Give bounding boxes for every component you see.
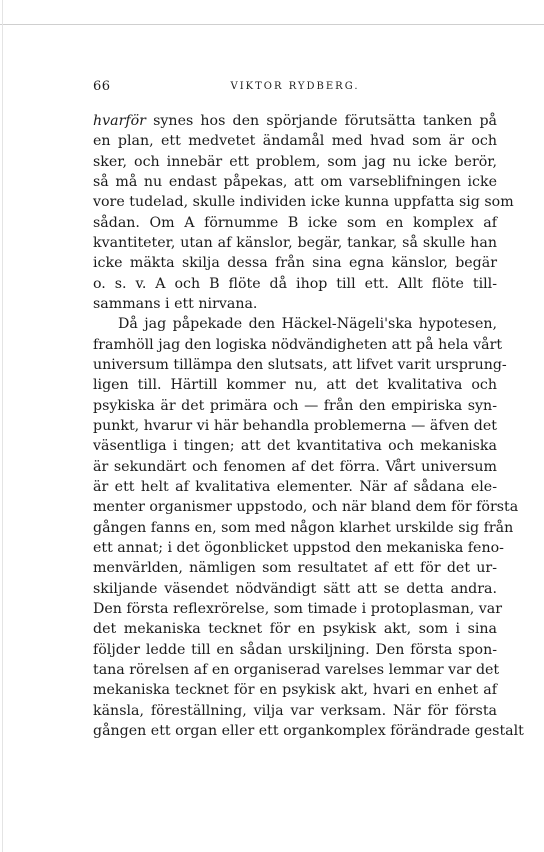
text-line: är sekundärt och fenomen af det förra. Vårt universum (93, 458, 497, 475)
text-line: icke mäkta skilja dessa från sina egna känslor, begär (93, 255, 497, 272)
text-line: punkt, hvarur vi här behandla problemerna — äfven det (93, 417, 497, 434)
text-line-paragraph-start: Då jag påpekade den Häckel-Nägeli'ska hypotesen, (118, 316, 497, 333)
text-line: väsentliga i tingen; att det kvantitativa och mekaniska (93, 438, 497, 455)
italic-word: hvarför (93, 113, 146, 129)
text-line: kvantiteter, utan af känslor, begär, tankar, så skulle han (93, 234, 497, 251)
text-line: universum tillämpa den slutsats, att lifvet varit ursprung- (93, 356, 507, 373)
text-line: följder ledde till en sådan urskiljning. Den första spon- (93, 641, 497, 658)
text-line: sker, och innebär ett problem, som jag nu icke berör, (93, 153, 497, 170)
text-line: menvärlden, nämligen som resultatet af ett för det ur- (93, 560, 497, 577)
text-line: ligen till. Härtill kommer nu, att det kvalitativa och (93, 377, 497, 394)
page-header (93, 79, 497, 97)
text-line (93, 111, 497, 131)
text-line: o. s. v. A och B flöte då ihop till ett. Allt flöte till- (93, 275, 497, 292)
text-line: sådan. Om A förnumme B icke som en komplex af (93, 214, 497, 231)
text-line-rest: synes hos den spörjande förutsätta tanken på (145, 113, 497, 129)
text-line: gången ett organ eller ett organkomplex förändrade gestalt (93, 722, 524, 739)
running-head: VIKTOR RYDBERG. (230, 81, 360, 92)
text-line: vore tudelad, skulle individen icke kunna uppfatta sig som (93, 194, 514, 211)
page-top-edge (0, 24, 544, 25)
text-line: känsla, föreställning, vilja var verksam. När för första (93, 702, 497, 719)
text-line: skiljande väsendet nödvändigt sätt att se detta andra. (93, 580, 497, 597)
text-line: så må nu endast påpekas, att om varseblifningen icke (93, 173, 497, 190)
text-line: mekaniska tecknet för en psykisk akt, hvari en enhet af (93, 682, 497, 699)
text-line-paragraph-end: sammans i ett nirvana. (93, 295, 258, 312)
text-line: psykiska är det primära och — från den empiriska syn- (93, 397, 497, 414)
text-line: menter organismer uppstodo, och när bland dem för första (93, 499, 519, 516)
text-line: ett annat; i det ögonblicket uppstod den mekaniska feno- (93, 539, 504, 556)
text-line: gången fanns en, som med någon klarhet urskilde sig från (93, 519, 514, 536)
page-left-edge (2, 0, 3, 852)
page-number: 66 (93, 79, 111, 94)
text-line: det mekaniska tecknet för en psykisk akt, som i sina (93, 621, 497, 638)
text-line: tana rörelsen af en organiserad varelses lemmar var det (93, 661, 500, 678)
body-text (93, 111, 524, 741)
text-line: en plan, ett medvetet ändamål med hvad som är och (93, 133, 497, 150)
text-line: framhöll jag den logiska nödvändigheten att på hela vårt (93, 336, 503, 353)
text-line: Den första reflexrörelse, som timade i protoplasman, var (93, 600, 503, 617)
text-line: är ett helt af kvalitativa elementer. När af sådana ele- (93, 478, 497, 495)
